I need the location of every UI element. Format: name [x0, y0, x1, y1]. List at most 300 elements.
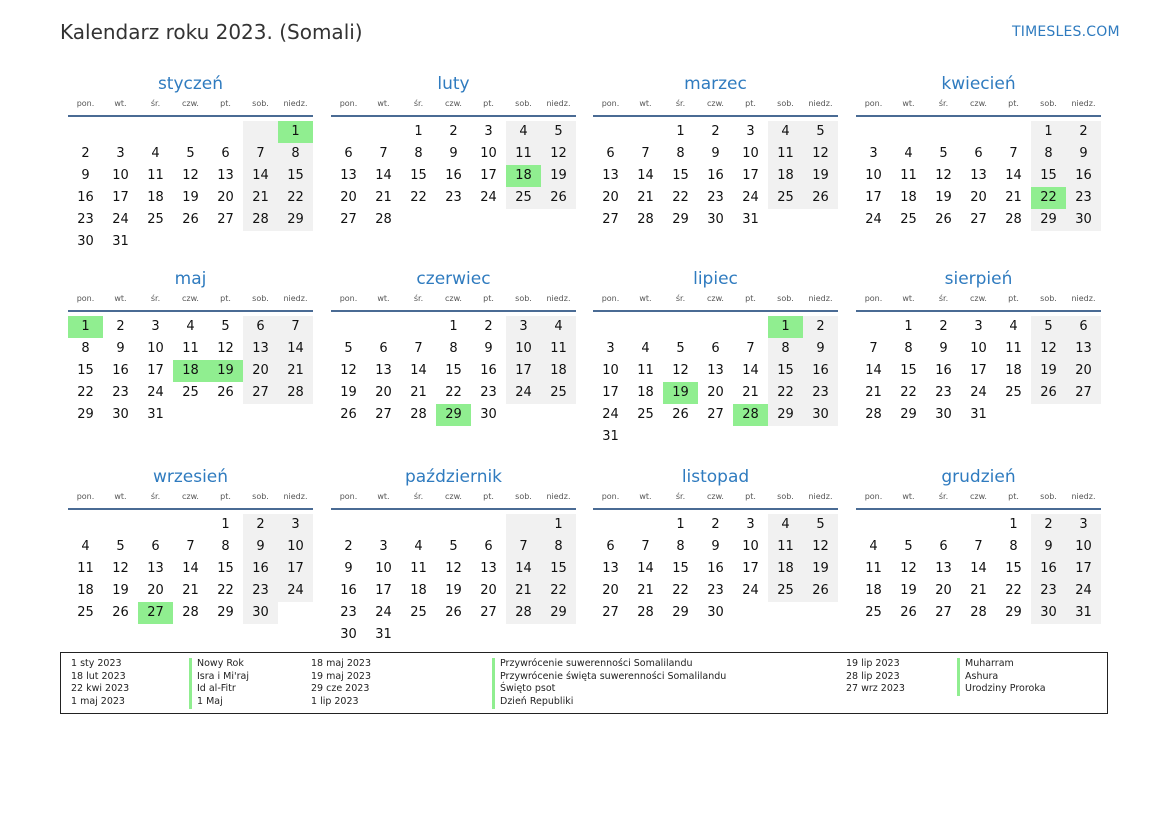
day-cell[interactable]: 4 — [904, 146, 913, 161]
day-cell[interactable]: 18 — [768, 165, 803, 187]
day-cell-holiday[interactable]: 1 — [278, 121, 313, 143]
day-cell[interactable]: 2 — [243, 514, 278, 536]
day-cell[interactable]: 28 — [1005, 212, 1022, 227]
day-cell-holiday[interactable]: 1 — [768, 316, 803, 338]
day-cell[interactable]: 9 — [116, 341, 125, 356]
day-cell[interactable]: 7 — [414, 341, 423, 356]
day-cell[interactable]: 22 — [541, 580, 576, 602]
day-cell[interactable]: 4 — [506, 121, 541, 143]
day-cell[interactable]: 28 — [637, 212, 654, 227]
day-cell[interactable]: 10 — [742, 146, 759, 161]
day-cell[interactable]: 14 — [182, 561, 199, 576]
day-cell[interactable]: 18 — [768, 558, 803, 580]
day-cell[interactable]: 12 — [182, 168, 199, 183]
day-cell[interactable]: 15 — [278, 165, 313, 187]
day-cell[interactable]: 8 — [541, 536, 576, 558]
day-cell[interactable]: 13 — [707, 363, 724, 378]
day-cell[interactable]: 9 — [1066, 143, 1101, 165]
day-cell[interactable]: 7 — [974, 539, 983, 554]
day-cell[interactable]: 14 — [243, 165, 278, 187]
day-cell[interactable]: 29 — [672, 605, 689, 620]
day-cell[interactable]: 21 — [637, 583, 654, 598]
day-cell[interactable]: 22 — [410, 190, 427, 205]
day-cell[interactable]: 3 — [379, 539, 388, 554]
day-cell[interactable]: 16 — [480, 363, 497, 378]
day-cell[interactable]: 14 — [278, 338, 313, 360]
day-cell[interactable]: 9 — [243, 536, 278, 558]
day-cell[interactable]: 8 — [221, 539, 230, 554]
day-cell-holiday[interactable]: 19 — [663, 382, 698, 404]
day-cell[interactable]: 4 — [186, 319, 195, 334]
day-cell[interactable]: 11 — [1005, 341, 1022, 356]
day-cell[interactable]: 16 — [707, 561, 724, 576]
day-cell[interactable]: 27 — [480, 605, 497, 620]
day-cell[interactable]: 6 — [151, 539, 160, 554]
day-cell[interactable]: 7 — [506, 536, 541, 558]
day-cell[interactable]: 23 — [707, 583, 724, 598]
day-cell[interactable]: 4 — [768, 121, 803, 143]
day-cell[interactable]: 21 — [506, 580, 541, 602]
day-cell[interactable]: 25 — [637, 407, 654, 422]
day-cell[interactable]: 9 — [803, 338, 838, 360]
day-cell[interactable]: 8 — [414, 146, 423, 161]
day-cell[interactable]: 26 — [1031, 382, 1066, 404]
day-cell[interactable]: 26 — [672, 407, 689, 422]
day-cell[interactable]: 18 — [637, 385, 654, 400]
day-cell[interactable]: 8 — [449, 341, 458, 356]
day-cell[interactable]: 3 — [746, 517, 755, 532]
day-cell[interactable]: 28 — [970, 605, 987, 620]
day-cell[interactable]: 19 — [445, 583, 462, 598]
day-cell[interactable]: 29 — [217, 605, 234, 620]
day-cell[interactable]: 23 — [243, 580, 278, 602]
brand-link[interactable]: TIMESLES.COM — [1012, 24, 1120, 40]
day-cell[interactable]: 29 — [541, 602, 576, 624]
day-cell[interactable]: 30 — [707, 605, 724, 620]
day-cell[interactable]: 17 — [865, 190, 882, 205]
day-cell-holiday[interactable]: 18 — [506, 165, 541, 187]
day-cell[interactable]: 12 — [541, 143, 576, 165]
day-cell[interactable]: 12 — [112, 561, 129, 576]
day-cell[interactable]: 21 — [637, 190, 654, 205]
day-cell[interactable]: 30 — [243, 602, 278, 624]
day-cell[interactable]: 25 — [77, 605, 94, 620]
day-cell[interactable]: 11 — [182, 341, 199, 356]
day-cell[interactable]: 18 — [147, 190, 164, 205]
day-cell[interactable]: 19 — [935, 190, 952, 205]
day-cell[interactable]: 22 — [672, 583, 689, 598]
day-cell[interactable]: 12 — [935, 168, 952, 183]
day-cell[interactable]: 7 — [379, 146, 388, 161]
day-cell[interactable]: 15 — [410, 168, 427, 183]
day-cell[interactable]: 5 — [541, 121, 576, 143]
day-cell[interactable]: 9 — [1031, 536, 1066, 558]
day-cell[interactable]: 10 — [602, 363, 619, 378]
day-cell[interactable]: 12 — [803, 536, 838, 558]
day-cell[interactable]: 13 — [147, 561, 164, 576]
day-cell[interactable]: 20 — [480, 583, 497, 598]
day-cell[interactable]: 12 — [340, 363, 357, 378]
day-cell[interactable]: 6 — [606, 539, 615, 554]
day-cell[interactable]: 4 — [768, 514, 803, 536]
day-cell[interactable]: 18 — [410, 583, 427, 598]
day-cell[interactable]: 7 — [746, 341, 755, 356]
day-cell[interactable]: 19 — [112, 583, 129, 598]
day-cell[interactable]: 11 — [541, 338, 576, 360]
day-cell[interactable]: 13 — [217, 168, 234, 183]
day-cell[interactable]: 4 — [81, 539, 90, 554]
day-cell[interactable]: 3 — [974, 319, 983, 334]
day-cell[interactable]: 15 — [217, 561, 234, 576]
day-cell[interactable]: 19 — [900, 583, 917, 598]
day-cell[interactable]: 15 — [541, 558, 576, 580]
day-cell[interactable]: 7 — [641, 146, 650, 161]
day-cell[interactable]: 30 — [77, 234, 94, 249]
day-cell[interactable]: 11 — [410, 561, 427, 576]
day-cell[interactable]: 26 — [182, 212, 199, 227]
day-cell[interactable]: 26 — [935, 212, 952, 227]
day-cell[interactable]: 31 — [742, 212, 759, 227]
day-cell[interactable]: 27 — [602, 212, 619, 227]
day-cell[interactable]: 16 — [1066, 165, 1101, 187]
day-cell[interactable]: 18 — [900, 190, 917, 205]
day-cell[interactable]: 20 — [375, 385, 392, 400]
day-cell[interactable]: 13 — [243, 338, 278, 360]
day-cell[interactable]: 17 — [112, 190, 129, 205]
day-cell[interactable]: 2 — [344, 539, 353, 554]
day-cell-holiday[interactable]: 1 — [68, 316, 103, 338]
day-cell[interactable]: 25 — [768, 580, 803, 602]
day-cell[interactable]: 3 — [278, 514, 313, 536]
day-cell[interactable]: 1 — [414, 124, 423, 139]
day-cell[interactable]: 15 — [445, 363, 462, 378]
day-cell[interactable]: 28 — [182, 605, 199, 620]
day-cell[interactable]: 27 — [602, 605, 619, 620]
day-cell[interactable]: 16 — [1031, 558, 1066, 580]
day-cell[interactable]: 13 — [602, 168, 619, 183]
day-cell[interactable]: 5 — [186, 146, 195, 161]
day-cell[interactable]: 10 — [375, 561, 392, 576]
day-cell-holiday[interactable]: 28 — [733, 404, 768, 426]
day-cell[interactable]: 28 — [375, 212, 392, 227]
day-cell[interactable]: 24 — [480, 190, 497, 205]
day-cell[interactable]: 29 — [900, 407, 917, 422]
day-cell[interactable]: 17 — [375, 583, 392, 598]
day-cell[interactable]: 25 — [541, 382, 576, 404]
day-cell[interactable]: 1 — [676, 124, 685, 139]
day-cell[interactable]: 11 — [637, 363, 654, 378]
day-cell[interactable]: 30 — [935, 407, 952, 422]
day-cell[interactable]: 18 — [77, 583, 94, 598]
day-cell[interactable]: 10 — [865, 168, 882, 183]
day-cell[interactable]: 6 — [243, 316, 278, 338]
day-cell[interactable]: 21 — [182, 583, 199, 598]
day-cell[interactable]: 15 — [1031, 165, 1066, 187]
day-cell[interactable]: 4 — [1009, 319, 1018, 334]
day-cell[interactable]: 13 — [970, 168, 987, 183]
day-cell[interactable]: 22 — [278, 187, 313, 209]
day-cell[interactable]: 20 — [340, 190, 357, 205]
day-cell[interactable]: 20 — [243, 360, 278, 382]
day-cell[interactable]: 26 — [541, 187, 576, 209]
day-cell[interactable]: 23 — [480, 385, 497, 400]
day-cell[interactable]: 6 — [379, 341, 388, 356]
day-cell[interactable]: 14 — [506, 558, 541, 580]
day-cell[interactable]: 24 — [742, 583, 759, 598]
day-cell-holiday[interactable]: 27 — [138, 602, 173, 624]
day-cell[interactable]: 13 — [480, 561, 497, 576]
day-cell[interactable]: 6 — [344, 146, 353, 161]
day-cell[interactable]: 7 — [641, 539, 650, 554]
day-cell[interactable]: 28 — [410, 407, 427, 422]
day-cell[interactable]: 19 — [182, 190, 199, 205]
day-cell[interactable]: 11 — [900, 168, 917, 183]
day-cell[interactable]: 5 — [1031, 316, 1066, 338]
day-cell[interactable]: 17 — [970, 363, 987, 378]
day-cell[interactable]: 31 — [112, 234, 129, 249]
day-cell[interactable]: 31 — [375, 627, 392, 642]
day-cell[interactable]: 12 — [803, 143, 838, 165]
day-cell[interactable]: 9 — [939, 341, 948, 356]
day-cell[interactable]: 24 — [278, 580, 313, 602]
day-cell[interactable]: 24 — [865, 212, 882, 227]
day-cell[interactable]: 1 — [449, 319, 458, 334]
day-cell[interactable]: 17 — [278, 558, 313, 580]
day-cell[interactable]: 19 — [1031, 360, 1066, 382]
day-cell[interactable]: 11 — [865, 561, 882, 576]
day-cell[interactable]: 25 — [1005, 385, 1022, 400]
day-cell[interactable]: 16 — [77, 190, 94, 205]
day-cell[interactable]: 12 — [445, 561, 462, 576]
day-cell[interactable]: 25 — [410, 605, 427, 620]
day-cell[interactable]: 11 — [768, 143, 803, 165]
day-cell[interactable]: 22 — [1005, 583, 1022, 598]
day-cell[interactable]: 31 — [970, 407, 987, 422]
day-cell[interactable]: 2 — [1031, 514, 1066, 536]
day-cell[interactable]: 12 — [1031, 338, 1066, 360]
day-cell[interactable]: 6 — [939, 539, 948, 554]
day-cell[interactable]: 3 — [1066, 514, 1101, 536]
day-cell[interactable]: 18 — [541, 360, 576, 382]
day-cell[interactable]: 14 — [637, 561, 654, 576]
day-cell[interactable]: 19 — [340, 385, 357, 400]
day-cell[interactable]: 15 — [768, 360, 803, 382]
day-cell[interactable]: 18 — [865, 583, 882, 598]
day-cell[interactable]: 23 — [77, 212, 94, 227]
day-cell[interactable]: 3 — [151, 319, 160, 334]
day-cell-holiday[interactable]: 29 — [436, 404, 471, 426]
day-cell[interactable]: 9 — [344, 561, 353, 576]
day-cell[interactable]: 8 — [1009, 539, 1018, 554]
day-cell[interactable]: 20 — [1066, 360, 1101, 382]
day-cell[interactable]: 20 — [935, 583, 952, 598]
day-cell[interactable]: 1 — [904, 319, 913, 334]
day-cell[interactable]: 25 — [865, 605, 882, 620]
day-cell[interactable]: 8 — [904, 341, 913, 356]
day-cell[interactable]: 21 — [742, 385, 759, 400]
day-cell[interactable]: 1 — [221, 517, 230, 532]
day-cell[interactable]: 15 — [672, 168, 689, 183]
day-cell[interactable]: 4 — [869, 539, 878, 554]
day-cell[interactable]: 25 — [506, 187, 541, 209]
day-cell[interactable]: 17 — [742, 168, 759, 183]
day-cell[interactable]: 29 — [278, 209, 313, 231]
day-cell-holiday[interactable]: 18 — [173, 360, 208, 382]
day-cell[interactable]: 8 — [676, 146, 685, 161]
day-cell[interactable]: 4 — [541, 316, 576, 338]
day-cell[interactable]: 24 — [147, 385, 164, 400]
day-cell[interactable]: 6 — [606, 146, 615, 161]
day-cell[interactable]: 29 — [768, 404, 803, 426]
day-cell[interactable]: 20 — [602, 583, 619, 598]
day-cell[interactable]: 9 — [449, 146, 458, 161]
day-cell[interactable]: 7 — [869, 341, 878, 356]
day-cell[interactable]: 24 — [375, 605, 392, 620]
day-cell[interactable]: 15 — [900, 363, 917, 378]
day-cell[interactable]: 16 — [340, 583, 357, 598]
day-cell[interactable]: 14 — [970, 561, 987, 576]
day-cell[interactable]: 14 — [410, 363, 427, 378]
day-cell[interactable]: 9 — [81, 168, 90, 183]
day-cell[interactable]: 6 — [484, 539, 493, 554]
day-cell[interactable]: 28 — [243, 209, 278, 231]
day-cell[interactable]: 14 — [375, 168, 392, 183]
day-cell[interactable]: 2 — [1066, 121, 1101, 143]
day-cell[interactable]: 2 — [484, 319, 493, 334]
day-cell[interactable]: 12 — [217, 341, 234, 356]
day-cell[interactable]: 14 — [865, 363, 882, 378]
day-cell[interactable]: 2 — [116, 319, 125, 334]
day-cell[interactable]: 24 — [602, 407, 619, 422]
day-cell[interactable]: 21 — [375, 190, 392, 205]
day-cell[interactable]: 25 — [182, 385, 199, 400]
day-cell[interactable]: 6 — [221, 146, 230, 161]
day-cell[interactable]: 1 — [1031, 121, 1066, 143]
day-cell[interactable]: 13 — [340, 168, 357, 183]
day-cell[interactable]: 8 — [1031, 143, 1066, 165]
day-cell[interactable]: 7 — [278, 316, 313, 338]
day-cell[interactable]: 2 — [711, 124, 720, 139]
day-cell[interactable]: 24 — [1066, 580, 1101, 602]
day-cell[interactable]: 30 — [1066, 209, 1101, 231]
day-cell[interactable]: 23 — [935, 385, 952, 400]
day-cell[interactable]: 24 — [506, 382, 541, 404]
day-cell[interactable]: 26 — [900, 605, 917, 620]
day-cell[interactable]: 31 — [1066, 602, 1101, 624]
day-cell[interactable]: 3 — [746, 124, 755, 139]
day-cell[interactable]: 7 — [243, 143, 278, 165]
day-cell[interactable]: 12 — [900, 561, 917, 576]
day-cell[interactable]: 4 — [151, 146, 160, 161]
day-cell[interactable]: 9 — [711, 539, 720, 554]
day-cell[interactable]: 28 — [506, 602, 541, 624]
day-cell[interactable]: 10 — [278, 536, 313, 558]
day-cell[interactable]: 1 — [1009, 517, 1018, 532]
day-cell[interactable]: 14 — [637, 168, 654, 183]
day-cell[interactable]: 5 — [803, 121, 838, 143]
day-cell[interactable]: 29 — [1005, 605, 1022, 620]
day-cell[interactable]: 5 — [676, 341, 685, 356]
day-cell[interactable]: 30 — [803, 404, 838, 426]
day-cell[interactable]: 16 — [445, 168, 462, 183]
day-cell[interactable]: 21 — [1005, 190, 1022, 205]
day-cell[interactable]: 26 — [217, 385, 234, 400]
day-cell[interactable]: 2 — [711, 517, 720, 532]
day-cell[interactable]: 30 — [1031, 602, 1066, 624]
day-cell[interactable]: 11 — [768, 536, 803, 558]
day-cell[interactable]: 7 — [186, 539, 195, 554]
day-cell[interactable]: 16 — [243, 558, 278, 580]
day-cell[interactable]: 28 — [865, 407, 882, 422]
day-cell[interactable]: 24 — [970, 385, 987, 400]
day-cell[interactable]: 19 — [803, 165, 838, 187]
day-cell[interactable]: 13 — [935, 561, 952, 576]
day-cell[interactable]: 21 — [970, 583, 987, 598]
day-cell[interactable]: 22 — [217, 583, 234, 598]
day-cell[interactable]: 17 — [147, 363, 164, 378]
day-cell[interactable]: 17 — [1066, 558, 1101, 580]
day-cell[interactable]: 3 — [484, 124, 493, 139]
day-cell[interactable]: 15 — [77, 363, 94, 378]
day-cell[interactable]: 30 — [707, 212, 724, 227]
day-cell[interactable]: 26 — [445, 605, 462, 620]
day-cell[interactable]: 17 — [742, 561, 759, 576]
day-cell[interactable]: 3 — [116, 146, 125, 161]
day-cell[interactable]: 20 — [602, 190, 619, 205]
day-cell[interactable]: 19 — [803, 558, 838, 580]
day-cell-holiday[interactable]: 22 — [1031, 187, 1066, 209]
day-cell[interactable]: 30 — [340, 627, 357, 642]
day-cell[interactable]: 30 — [480, 407, 497, 422]
day-cell[interactable]: 13 — [1066, 338, 1101, 360]
day-cell[interactable]: 15 — [672, 561, 689, 576]
day-cell[interactable]: 21 — [243, 187, 278, 209]
day-cell[interactable]: 11 — [77, 561, 94, 576]
day-cell[interactable]: 21 — [278, 360, 313, 382]
day-cell[interactable]: 15 — [1005, 561, 1022, 576]
day-cell[interactable]: 26 — [803, 580, 838, 602]
day-cell[interactable]: 23 — [445, 190, 462, 205]
day-cell[interactable]: 23 — [1066, 187, 1101, 209]
day-cell[interactable]: 2 — [803, 316, 838, 338]
day-cell[interactable]: 17 — [602, 385, 619, 400]
day-cell[interactable]: 26 — [112, 605, 129, 620]
day-cell-holiday[interactable]: 19 — [208, 360, 243, 382]
day-cell[interactable]: 22 — [768, 382, 803, 404]
day-cell[interactable]: 20 — [217, 190, 234, 205]
day-cell[interactable]: 2 — [449, 124, 458, 139]
day-cell[interactable]: 5 — [939, 146, 948, 161]
day-cell[interactable]: 27 — [935, 605, 952, 620]
day-cell[interactable]: 9 — [711, 146, 720, 161]
day-cell[interactable]: 23 — [112, 385, 129, 400]
day-cell[interactable]: 23 — [1031, 580, 1066, 602]
day-cell[interactable]: 6 — [974, 146, 983, 161]
day-cell[interactable]: 27 — [243, 382, 278, 404]
day-cell[interactable]: 1 — [676, 517, 685, 532]
day-cell[interactable]: 17 — [480, 168, 497, 183]
day-cell[interactable]: 27 — [340, 212, 357, 227]
day-cell[interactable]: 3 — [606, 341, 615, 356]
day-cell[interactable]: 26 — [340, 407, 357, 422]
day-cell[interactable]: 28 — [637, 605, 654, 620]
day-cell[interactable]: 4 — [414, 539, 423, 554]
day-cell[interactable]: 26 — [803, 187, 838, 209]
day-cell[interactable]: 29 — [672, 212, 689, 227]
day-cell[interactable]: 8 — [81, 341, 90, 356]
day-cell[interactable]: 9 — [484, 341, 493, 356]
day-cell[interactable]: 7 — [1009, 146, 1018, 161]
